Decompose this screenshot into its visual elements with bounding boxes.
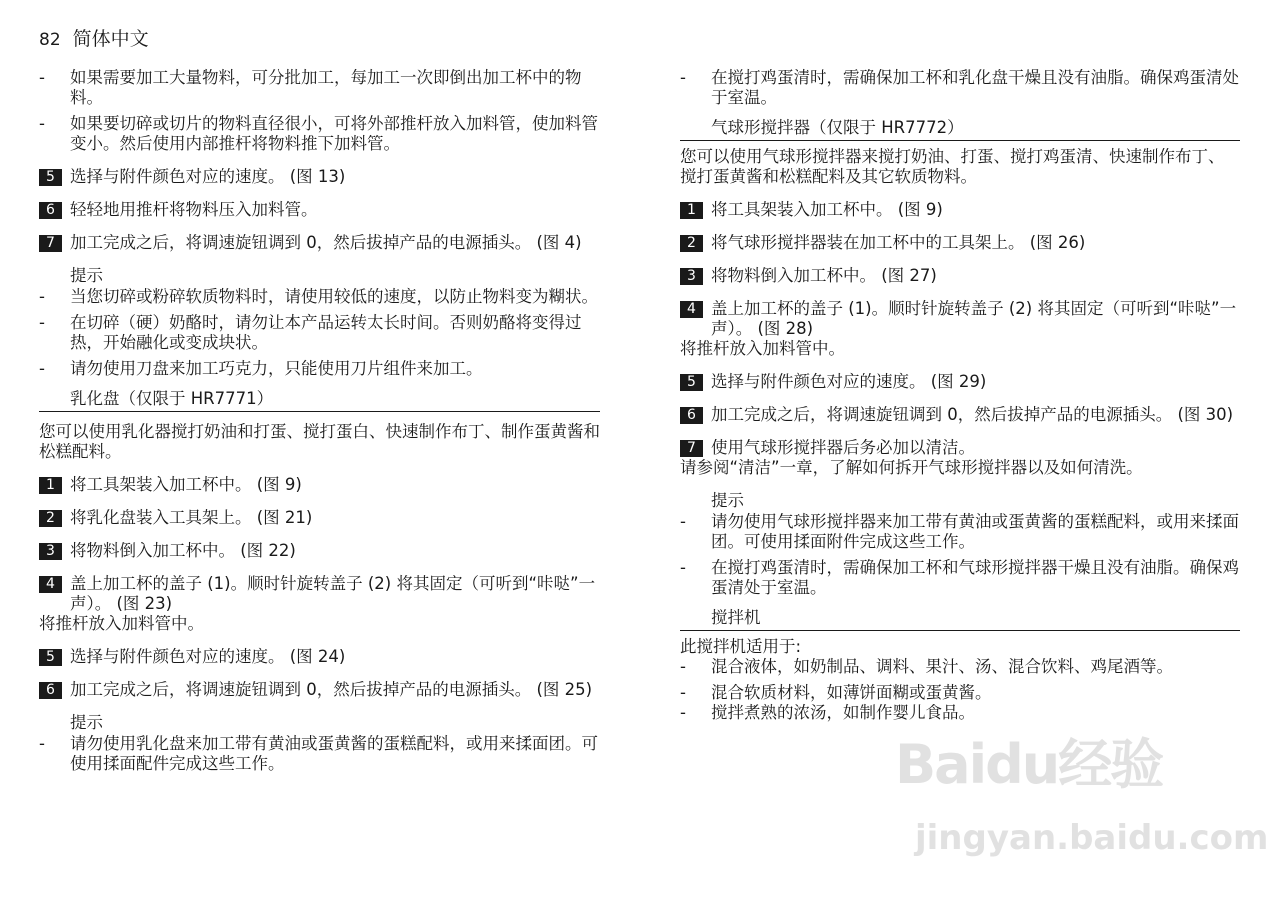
step-item: 1 将工具架装入加工杯中。 (图 9) (680, 200, 1240, 220)
section-intro: 您可以使用乳化器搅打奶油和打蛋、搅打蛋白、快速制作布丁、制作蛋黄酱和松糕配料。 (39, 422, 600, 461)
step-number-badge: 3 (39, 543, 62, 560)
list-item: - 混合软质材料，如薄饼面糊或蛋黄酱。 (680, 683, 992, 702)
list-item: - 请勿使用刀盘来加工巧克力，只能使用刀片组件来加工。 (39, 359, 483, 378)
baidu-logo-icon: Baidu经验 (895, 733, 1163, 796)
list-item: - 如果需要加工大量物料，可分批加工，每加工一次即倒出加工杯中的物料。 (39, 68, 582, 107)
step-item: 4 盖上加工杯的盖子 (1)。顺时针旋转盖子 (2) 将其固定（可听到“咔哒”一声）。 (图 28) (680, 299, 1240, 339)
list-item: - 在切碎（硬）奶酪时，请勿让本产品运转太长时间。否则奶酪将变得过热，开始融化或变成块状。 (39, 313, 582, 352)
step-number-badge: 1 (680, 202, 703, 219)
tip-heading: 提示 (70, 713, 103, 732)
step-number-badge: 5 (680, 374, 703, 391)
step-item: 2 将气球形搅拌器装在加工杯中的工具架上。 (图 26) (680, 233, 1240, 253)
step-number-badge: 6 (39, 682, 62, 699)
step-item: 7 使用气球形搅拌器后务必加以清洁。 (680, 438, 1240, 458)
watermark-url: jingyan.baidu.com (915, 818, 1269, 858)
step-number-badge: 4 (39, 576, 62, 593)
tip-heading: 提示 (70, 266, 103, 285)
step-item: 1 将工具架装入加工杯中。 (图 9) (39, 475, 600, 495)
step-item: 7 加工完成之后，将调速旋钮调到 0，然后拔掉产品的电源插头。 (图 4) (39, 233, 600, 253)
step-item: 5 选择与附件颜色对应的速度。 (图 29) (680, 372, 1240, 392)
step-number-badge: 5 (39, 649, 62, 666)
section-title: 搅拌机 (680, 608, 1240, 631)
list-item: - 在搅打鸡蛋清时，需确保加工杯和气球形搅拌器干燥且没有油脂。确保鸡蛋清处于室温。 (680, 558, 1239, 597)
page-number: 82 (39, 30, 61, 50)
step-number-badge: 4 (680, 301, 703, 318)
list-item: - 搅拌煮熟的浓汤，如制作婴儿食品。 (680, 703, 975, 722)
step-note: 请参阅“清洁”一章，了解如何拆开气球形搅拌器以及如何清洗。 (680, 458, 1143, 477)
page-header (39, 24, 149, 51)
step-item: 6 轻轻地用推杆将物料压入加料管。 (39, 200, 600, 220)
section-intro: 您可以使用气球形搅拌器来搅打奶油、打蛋、搅打鸡蛋清、快速制作布丁、搅打蛋黄酱和松糕配料及其它软质物料。 (680, 147, 1225, 186)
step-number-badge: 1 (39, 477, 62, 494)
step-number-badge: 2 (39, 510, 62, 527)
step-number-badge: 2 (680, 235, 703, 252)
step-number-badge: 7 (39, 235, 62, 252)
step-note: 将推杆放入加料管中。 (680, 339, 845, 358)
list-item: - 请勿使用乳化盘来加工带有黄油或蛋黄酱的蛋糕配料，或用来揉面团。可使用揉面配件完成这些工作。 (39, 734, 598, 773)
list-item: - 混合液体，如奶制品、调料、果汁、汤、混合饮料、鸡尾酒等。 (680, 657, 1173, 676)
step-item: 5 选择与附件颜色对应的速度。 (图 13) (39, 167, 600, 187)
step-number-badge: 7 (680, 440, 703, 457)
tip-heading: 提示 (711, 491, 744, 510)
right-column (680, 66, 1240, 723)
step-item: 6 加工完成之后，将调速旋钮调到 0，然后拔掉产品的电源插头。 (图 30) (680, 405, 1240, 425)
section-title: 气球形搅拌器（仅限于 HR7772） (680, 118, 1240, 141)
list-item: - 如果要切碎或切片的物料直径很小，可将外部推杆放入加料管，使加料管变小。然后使用内部推杆将物料推下加料管。 (39, 114, 598, 153)
list-item: - 请勿使用气球形搅拌器来加工带有黄油或蛋黄酱的蛋糕配料，或用来揉面团。可使用揉面附件完成这些工作。 (680, 512, 1239, 551)
step-number-badge: 3 (680, 268, 703, 285)
step-item: 4 盖上加工杯的盖子 (1)。顺时针旋转盖子 (2) 将其固定（可听到“咔哒”一声）。 (图 23) (39, 574, 600, 614)
list-item: - 在搅打鸡蛋清时，需确保加工杯和乳化盘干燥且没有油脂。确保鸡蛋清处于室温。 (680, 68, 1239, 107)
step-number-badge: 6 (39, 202, 62, 219)
step-item: 5 选择与附件颜色对应的速度。 (图 24) (39, 647, 600, 667)
step-item: 2 将乳化盘装入工具架上。 (图 21) (39, 508, 600, 528)
step-number-badge: 5 (39, 169, 62, 186)
step-note: 将推杆放入加料管中。 (39, 614, 204, 633)
baidu-watermark (895, 722, 1269, 872)
section-intro: 此搅拌机适用于: (680, 637, 802, 656)
step-item: 3 将物料倒入加工杯中。 (图 22) (39, 541, 600, 561)
language-label: 简体中文 (72, 28, 149, 50)
section-title: 乳化盘（仅限于 HR7771） (39, 389, 600, 412)
list-item: - 当您切碎或粉碎软质物料时，请使用较低的速度，以防止物料变为糊状。 (39, 287, 598, 306)
left-column (39, 66, 600, 774)
step-number-badge: 6 (680, 407, 703, 424)
step-item: 6 加工完成之后，将调速旋钮调到 0，然后拔掉产品的电源插头。 (图 25) (39, 680, 600, 700)
step-item: 3 将物料倒入加工杯中。 (图 27) (680, 266, 1240, 286)
